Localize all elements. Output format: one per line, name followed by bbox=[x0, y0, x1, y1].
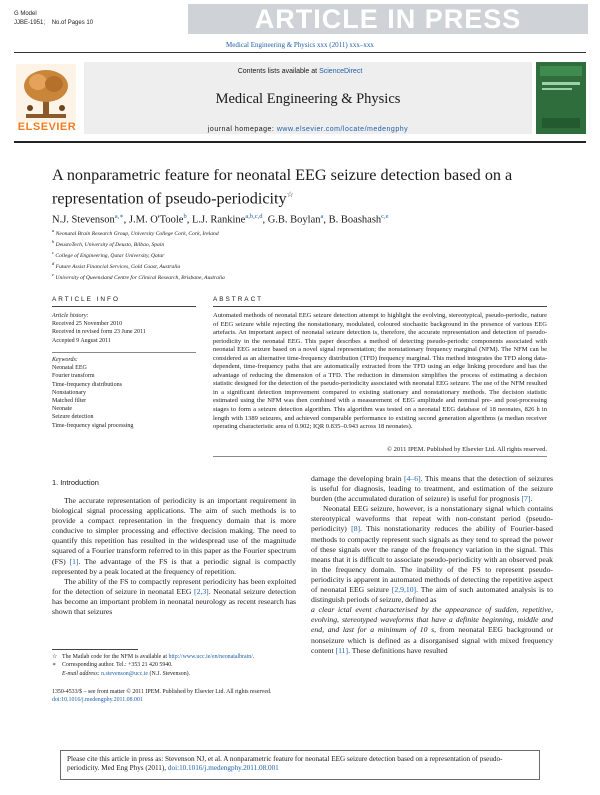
affiliation bbox=[52, 249, 452, 260]
introduction-heading: 1. Introduction bbox=[52, 478, 99, 487]
paragraph bbox=[311, 605, 553, 655]
cite-this-article-box bbox=[60, 750, 540, 780]
author-separator: , bbox=[186, 214, 192, 226]
history-list bbox=[52, 320, 202, 345]
affiliation-mark: a bbox=[52, 228, 55, 233]
footnote-text: . bbox=[252, 654, 255, 660]
author-name: J.M. O'Toole bbox=[128, 214, 184, 226]
emphasis-text: a clear ictal event characterised by the appearance of sudden, repetitive, evolving, stereotyped waveforms that have a definite beginning, middle and end, and last for a minimum of 10 s bbox=[311, 605, 553, 635]
footnote-text: (N.J. Stevenson). bbox=[148, 670, 191, 677]
author-name: L.J. Rankine bbox=[191, 214, 246, 226]
journal-citation[interactable]: Medical Engineering & Physics xxx (2011) xxx–xxx bbox=[226, 41, 374, 49]
affiliation bbox=[52, 271, 452, 282]
cite-text: Please cite this article in press as: Stevenson NJ, et al. A nonparametric feature for neonatal EEG seizure detection based on a representation of pseudo-periodicity. Med Eng Phys (2011), bbox=[67, 755, 503, 773]
affiliation bbox=[52, 260, 452, 271]
affiliation-text: University of Queensland Centre for Clinical Research, Brisbane, Australia bbox=[55, 275, 225, 282]
author-separator: , bbox=[262, 214, 268, 226]
front-matter bbox=[52, 688, 352, 704]
author-name: G.B. Boylan bbox=[267, 214, 321, 226]
keywords-label: Keywords: bbox=[52, 357, 78, 363]
footnote bbox=[52, 670, 296, 678]
body-text: damage the developing brain bbox=[311, 474, 404, 483]
affiliation bbox=[52, 227, 452, 238]
author-separator: , bbox=[323, 214, 329, 226]
citation-link[interactable]: [1] bbox=[69, 556, 79, 566]
footnote bbox=[52, 661, 296, 669]
paragraph bbox=[311, 504, 553, 605]
homepage-prefix: journal homepage: bbox=[207, 126, 275, 133]
cite-doi-link[interactable]: doi:10.1016/j.medengphy.2011.08.001 bbox=[167, 764, 279, 773]
contents-prefix: Contents lists available at bbox=[237, 68, 318, 75]
history-item: Accepted 9 August 2011 bbox=[52, 337, 111, 344]
author-affiliation-mark[interactable]: a,∗ bbox=[114, 213, 124, 220]
body-column-right bbox=[311, 474, 553, 656]
abstract-rule bbox=[213, 306, 547, 307]
body-text: . The aim of such automated analysis is to distinguish periods of seizure, defined as bbox=[311, 585, 554, 605]
publisher-name: ELSEVIER bbox=[17, 121, 77, 133]
keyword-item: Neonate bbox=[52, 406, 72, 413]
contents-line bbox=[14, 68, 586, 75]
footnote-link[interactable]: n.stevenson@ucc.ie bbox=[101, 670, 149, 677]
affiliation bbox=[52, 238, 452, 249]
footnote-text: E-mail address: bbox=[62, 670, 102, 677]
paragraph bbox=[311, 474, 553, 504]
keyword-item: Neonatal EEG bbox=[52, 365, 87, 372]
affiliation-text: College of Engineering, Qatar University, Qatar bbox=[55, 252, 165, 259]
history-item: Received 25 November 2010 bbox=[52, 321, 123, 328]
history-item: Received in revised form 23 June 2011 bbox=[52, 329, 146, 336]
affiliation-text: DeustoTech, University of Deusto, Bilbao, Spain bbox=[55, 241, 165, 248]
footnote-text: Corresponding author. Tel.: +353 21 420 5940. bbox=[62, 662, 173, 669]
affiliation-text: Neonatal Brain Research Group, University College Cork, Cork, Ireland bbox=[55, 230, 219, 237]
keyword-item: Time-frequency distributions bbox=[52, 381, 122, 388]
affiliation-mark: b bbox=[52, 239, 55, 245]
body-text: Neonatal EEG seizure, however, is a nonstationary signal which contains stereotypical waveforms that repeat with non-constant period (pseudo-periodicity) bbox=[311, 504, 553, 534]
model-label: G Model bbox=[14, 11, 37, 17]
history-label: Article history: bbox=[52, 313, 89, 319]
keyword-item: Fourier transform bbox=[52, 373, 95, 380]
keyword-item: Matched filter bbox=[52, 398, 87, 405]
abstract-text: Automated methods of neonatal EEG seizure detection attempt to highlight the evolving, stereotypical, pseudo-periodic, nature of EEG seizure while rejecting the nonstationary, modulated, coloured stochastic background in the presence of various EEG artefacts. An important aspect of neonatal seizure detection is, therefore, the accurate representation and detection of pseudo-periodicity in the neonatal EEG. This paper describes a method of detecting pseudo-periodic components associated with neonatal EEG seizure based on a novel signal representation; the nonstationary frequency marginal (NFM). The NFM can be considered as an alternative time-frequency distribution (TFD) frequency marginal. This method integrates the TFD along data-dependent, time-frequency paths that are automatically extracted from the TFD using an edge linking procedure and has the advantage of reducing the dimension of a TFD. The reduction in dimension simplifies the process of estimating a decision statistic designed for the detection of the pseudo-periodicity associated with neonatal EEG seizure. The use of the NFM resulted in a significant detection improvement compared to existing stationary and nonstationary methods. The decision statistic estimated using the NFM was then combined with a measurement of EEG amplitude and nominal pre- and post-processing stages to form a seizure detection algorithm. This algorithm was tested on a neonatal EEG database of 18 neonates, 826 h in length with 1389 seizures, and achieved comparable performance to existing second generation algorithms (a median receiver operating characteristic area of 0.902; IQR 0.835–0.943 across 18 neonates). bbox=[213, 312, 547, 431]
affiliation-list bbox=[52, 227, 452, 282]
article-id: JJBE-1951; bbox=[14, 19, 46, 26]
body-text: . These definitions have resulted bbox=[348, 645, 448, 655]
author-affiliation-mark[interactable]: a,b,c,d bbox=[245, 213, 263, 220]
masthead-rule bbox=[14, 141, 586, 143]
keywords-rule bbox=[52, 352, 196, 353]
body-text: . Neonatal seizure detection has become an important problem in neonatal neurology as recent research has shown that seizures bbox=[52, 586, 296, 617]
issn-line: 1350-4533/$ – see front matter © 2011 IPEM. Published by Elsevier Ltd. All rights reserved. bbox=[52, 689, 272, 695]
doi-link[interactable]: doi:10.1016/j.medengphy.2011.08.001 bbox=[52, 697, 143, 704]
affiliation-mark: c bbox=[52, 250, 54, 256]
body-text: , from neonatal EEG background or nonseizure which is defined as a disorganised signal with mixed frequency content bbox=[311, 625, 553, 655]
keywords bbox=[52, 356, 202, 430]
footnote-text: The Matlab code for the NFM is available at bbox=[62, 654, 169, 660]
citation-link[interactable]: [4–6] bbox=[403, 474, 421, 483]
homepage-link[interactable]: www.elsevier.com/locate/medengphy bbox=[276, 126, 409, 133]
affiliation-text: Future Assist Financial Services, Gold Coast, Australia bbox=[55, 264, 181, 271]
body-text: The ability of the FS to compactly represent periodicity has been exploited for the detection of seizure in neonatal EEG bbox=[52, 576, 296, 596]
body-text: . This nonstationarity reduces the ability of Fourier-based methods to compactly represent such signals as they tend to spread the power of these signals over the range of the frequency variation in the signal. This means that it is difficult to associate pseudo-periodicity with an observed peak in the frequency domain. The inability of the FS to represent pseudo-periodicity is apparent in automated methods of detecting the repetitive aspect of neonatal EEG seizure bbox=[311, 524, 553, 595]
author-list bbox=[52, 212, 592, 226]
affiliation-mark: d bbox=[52, 261, 55, 267]
citation-link[interactable]: [11] bbox=[335, 645, 349, 655]
article-in-press-banner: ARTICLE IN PRESS bbox=[188, 4, 588, 34]
keyword-list bbox=[52, 364, 202, 430]
author-name: N.J. Stevenson bbox=[52, 214, 115, 226]
body-text: The accurate representation of periodicity is an important requirement in biological signal processing applications. The aim of such methods is to provide a compact representation in the frequency domain that is more conducive to simpler processing and effective decision making. The need to quantify this repetition has resulted in the widespread use of the magnitude squared of a Fourier transform referred to in this paper as the Fourier spectrum (FS) bbox=[52, 496, 296, 566]
sciencedirect-link[interactable]: ScienceDirect bbox=[319, 68, 363, 75]
citation-link[interactable]: [7] bbox=[521, 494, 531, 504]
footnote bbox=[52, 653, 296, 661]
citation-link[interactable]: [2,9,10] bbox=[391, 585, 417, 595]
title-text: A nonparametric feature for neonatal EEG seizure detection based on a representation of pseudo-periodicity bbox=[52, 166, 513, 208]
footnote-rule bbox=[52, 649, 138, 650]
author-affiliation-mark[interactable]: a bbox=[320, 213, 324, 220]
journal-cover-thumbnail bbox=[536, 62, 586, 134]
body-text: . This means that the detection of seizures is useful for diagnosis, leading to treatment, and estimation of the seizure burden (the accumulated duration of seizure) is useful for prognosis bbox=[311, 474, 553, 504]
affiliation-mark: e bbox=[52, 272, 54, 278]
title-footnote-mark[interactable]: ☆ bbox=[286, 190, 294, 199]
footnote-link[interactable]: http://www.ucc.ie/en/neonatalbrain/ bbox=[168, 654, 253, 660]
article-metadata bbox=[14, 10, 93, 27]
abstract-heading: ABSTRACT bbox=[213, 296, 264, 303]
article-history bbox=[52, 312, 202, 345]
article-info-rule bbox=[52, 306, 196, 307]
author-affiliation-mark[interactable]: c,e bbox=[381, 213, 389, 220]
journal-name: Medical Engineering & Physics bbox=[215, 91, 401, 107]
footnote-mark: ∗ bbox=[52, 662, 57, 669]
footnote-mark: ☆ bbox=[52, 654, 58, 660]
citation-link[interactable]: [8] bbox=[351, 524, 361, 534]
body-column-left bbox=[52, 496, 296, 617]
abstract-bottom-rule bbox=[213, 456, 547, 457]
article-title bbox=[52, 166, 552, 208]
keyword-item: Time-frequency signal processing bbox=[52, 422, 134, 429]
author-affiliation-mark[interactable]: b bbox=[183, 213, 187, 220]
citation-link[interactable]: [2,3] bbox=[194, 586, 209, 596]
author-name: B. Boashash bbox=[328, 214, 382, 226]
page-count: No.of Pages 10 bbox=[51, 19, 94, 26]
body-text: . bbox=[530, 494, 533, 504]
paragraph bbox=[52, 496, 296, 577]
body-text: . The advantage of the FS is that a periodic signal is compactly represented by a peak located at the frequency of repetition. bbox=[52, 556, 296, 576]
copyright-line: © 2011 IPEM. Published by Elsevier Ltd. All rights reserved. bbox=[387, 446, 547, 453]
keyword-item: Nonstationary bbox=[52, 389, 86, 396]
paragraph bbox=[52, 577, 296, 617]
author-separator: , bbox=[123, 214, 129, 226]
journal-homepage-line bbox=[84, 126, 532, 133]
top-rule bbox=[14, 52, 586, 53]
article-info-heading: ARTICLE INFO bbox=[52, 296, 120, 303]
keyword-item: Seizure detection bbox=[52, 414, 94, 421]
footnotes bbox=[52, 653, 296, 678]
